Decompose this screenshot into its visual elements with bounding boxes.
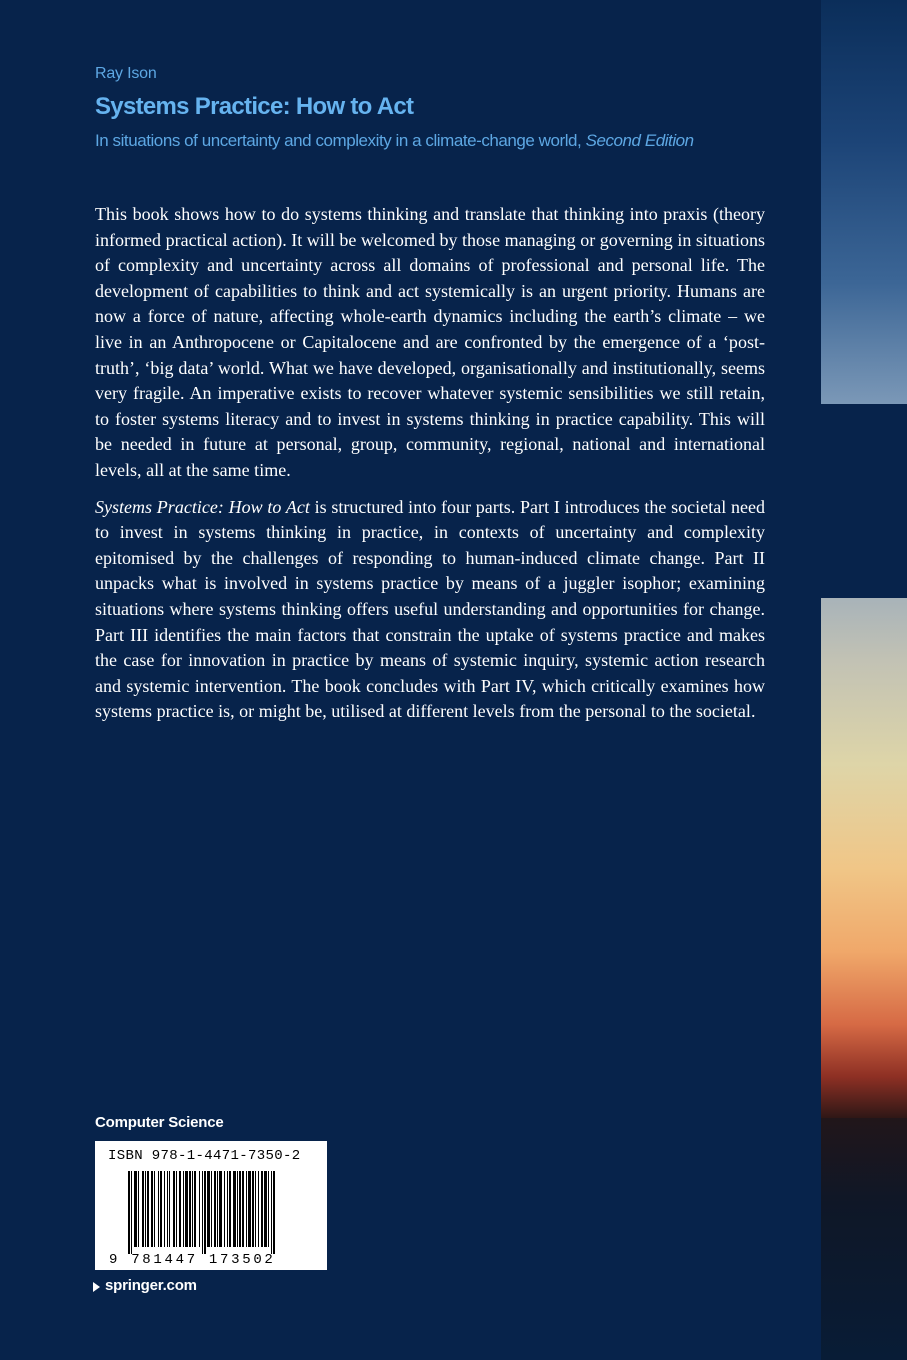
book-subtitle [95,130,694,152]
barcode-bar [252,1171,254,1247]
description-paragraph-2 [95,495,765,725]
book-description [95,202,765,725]
barcode-bar [164,1171,165,1247]
barcode-bar [239,1171,241,1247]
barcode-bar [207,1171,210,1247]
barcode-bar [151,1171,153,1247]
barcode-bar [199,1171,200,1247]
barcode-bar [261,1171,263,1247]
barcode-bar [173,1171,175,1247]
barcode-bar [229,1171,231,1247]
barcode-bar [217,1171,218,1247]
barcode-bar [179,1171,181,1247]
cover-photo-strip [821,0,907,1360]
barcode-bar [183,1171,184,1247]
barcode-bar [248,1171,251,1247]
barcode-bar [258,1171,259,1247]
barcode-bar [145,1171,146,1247]
barcode-bar [237,1171,238,1247]
barcode-bars-group [128,1171,275,1254]
description-paragraph-1: This book shows how to do systems thinking and translate that thinking into praxis (theory informed practical action). It will be welcomed by those managing or governing in situations of complexity and uncertainty across all domains of professional and personal life. The development of capabilities to think and act systemically is an urgent priority. Humans are now a force of nature, affecting whole-earth dynamics including the earth’s climate – we live in an Anthropocene or Capitalocene and are confronted by the emergence of a ‘post-truth’, ‘big data’ world. What we have developed, organisationally and institutionally, seems very fragile. An imperative exists to recover whatever systemic sensibilities we still retain, to foster systems literacy and to invest in systems thinking in practice capability. This will be needed in future at personal, group, community, regional, national and international levels, all at the same time. [95,204,765,480]
barcode-bar [147,1171,149,1247]
subject-category: Computer Science [95,1114,224,1131]
barcode-bar [271,1171,272,1254]
barcode-bar [246,1171,247,1247]
barcode-bar [169,1171,170,1247]
barcode-bar [264,1171,267,1247]
barcode-bar [154,1171,155,1247]
horizon-photo-segment [821,1118,907,1360]
edition-label: Second Edition [585,131,694,150]
sunset-photo-segment [821,598,907,1118]
barcode-bar [224,1171,225,1247]
description-paragraph-2-text: is structured into four parts. Part I introduces the societal need to invest in systems thinking in practice, in contexts of uncertainty and complexity epitomised by the challenges of responding to human-induced climate change. Part II unpacks what is involved in systems practice by means of a juggler isophor; examining situations where systems thinking offers useful understanding and opportunities for change. Part III identifies the main factors that constrain the uptake of systems practice and makes the case for innovation in practice by means of systemic inquiry, systemic action research and systemic intervention. The book concludes with Part IV, which critically examines how systems practice is, or might be, utilised at different levels from the personal to the societal. [95,496,765,722]
barcode-bar [185,1171,188,1247]
barcode-bar [242,1171,244,1247]
barcode-bar [158,1171,159,1247]
barcode-bar [142,1171,144,1247]
barcode-bar [194,1171,196,1247]
barcode-bar [192,1171,193,1247]
author-name: Ray Ison [95,65,157,82]
isbn-barcode [95,1141,327,1270]
cover-strip-gap [821,404,907,598]
barcode-bar [211,1171,212,1247]
barcode-bars [95,1141,327,1270]
barcode-bar [227,1171,228,1247]
barcode-bar [134,1171,137,1247]
description-book-title: Systems Practice: How to Act [95,496,310,517]
barcode-bar [255,1171,256,1247]
subtitle-main: In situations of uncertainty and complexity in a climate-change world, [95,131,582,150]
barcode-bar [268,1171,269,1247]
barcode-bar [189,1171,191,1247]
sky-photo-segment [821,0,907,404]
book-title: Systems Practice: How to Act [95,93,414,120]
isbn-label: ISBN 978-1-4471-7350-2 [108,1148,301,1164]
barcode-bar [138,1171,139,1247]
barcode-bar [204,1171,206,1254]
barcode-digits: 9 781447 173502 [109,1252,276,1268]
website-label: springer.com [105,1277,197,1294]
barcode-bar [128,1171,130,1254]
barcode-bar [233,1171,236,1247]
arrow-right-icon [93,1282,100,1292]
barcode-bar [219,1171,222,1247]
barcode-bar [214,1171,216,1247]
barcode-bar [273,1171,275,1254]
barcode-bar [167,1171,168,1247]
springer-website-link[interactable] [93,1276,197,1296]
barcode-bar [131,1171,132,1254]
barcode-bar [160,1171,162,1247]
barcode-bar [202,1171,203,1254]
barcode-bar [176,1171,177,1247]
